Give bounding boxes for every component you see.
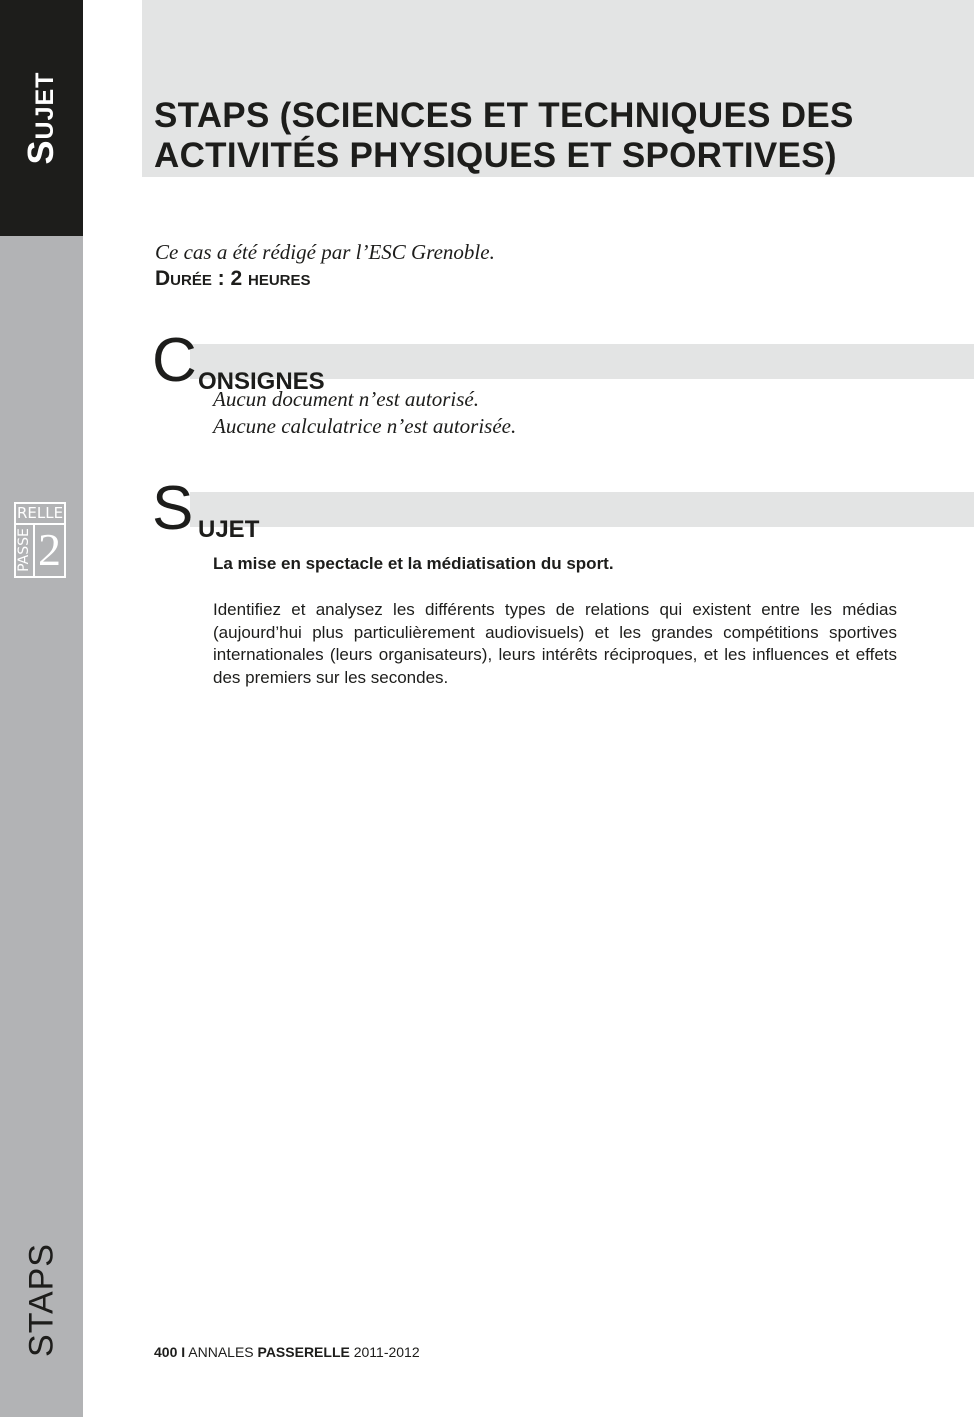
logo-number: 2 [38, 524, 61, 575]
page-footer [154, 1344, 420, 1360]
footer-brand: PASSERELLE [257, 1344, 350, 1360]
sujet-drop-letter: S [152, 474, 194, 543]
footer-years: 2011-2012 [353, 1344, 420, 1360]
sidebar-tab-label: Sujet [20, 71, 61, 165]
logo-top-text: RELLE [16, 504, 64, 525]
consignes-drop-letter: C [152, 326, 197, 395]
sidebar-section-tab [0, 0, 83, 236]
footer-prefix: ANNALES [188, 1344, 254, 1360]
logo-side-box [16, 525, 35, 576]
sujet-heading-band [190, 492, 974, 527]
subject-body: Identifiez et analysez les différents types de relations qui existent entre les médias (aujourd’hui plus particulièrement audiovisuels) et les grandes compétitions sportives internationales (leurs organisateurs), leurs intérêts réciproques, et les influences et effets des premiers sur les secondes. [213, 600, 897, 688]
exam-duration: Durée : 2 heures [155, 267, 311, 290]
sidebar-subject-label: STAPS [22, 1243, 61, 1357]
logo-side-text: PASSE [16, 528, 32, 572]
page-number: 400 [154, 1344, 178, 1360]
sujet-heading-text: UJET [198, 516, 260, 543]
author-line: Ce cas a été rédigé par l’ESC Grenoble. [155, 240, 495, 264]
page-title: STAPS (SCIENCES ET TECHNIQUES DES ACTIVITÉS PHYSIQUES ET SPORTIVES) [154, 96, 854, 175]
consigne-line: Aucune calculatrice n’est autorisée. [213, 414, 517, 438]
sidebar [0, 0, 83, 1417]
subject-lead: La mise en spectacle et la médiatisation du sport. [213, 554, 614, 573]
consignes-heading-text: ONSIGNES [198, 368, 325, 395]
consigne-line: Aucun document n’est autorisé. [213, 387, 479, 411]
passerelle-logo [14, 502, 66, 578]
footer-separator: I [181, 1344, 186, 1360]
